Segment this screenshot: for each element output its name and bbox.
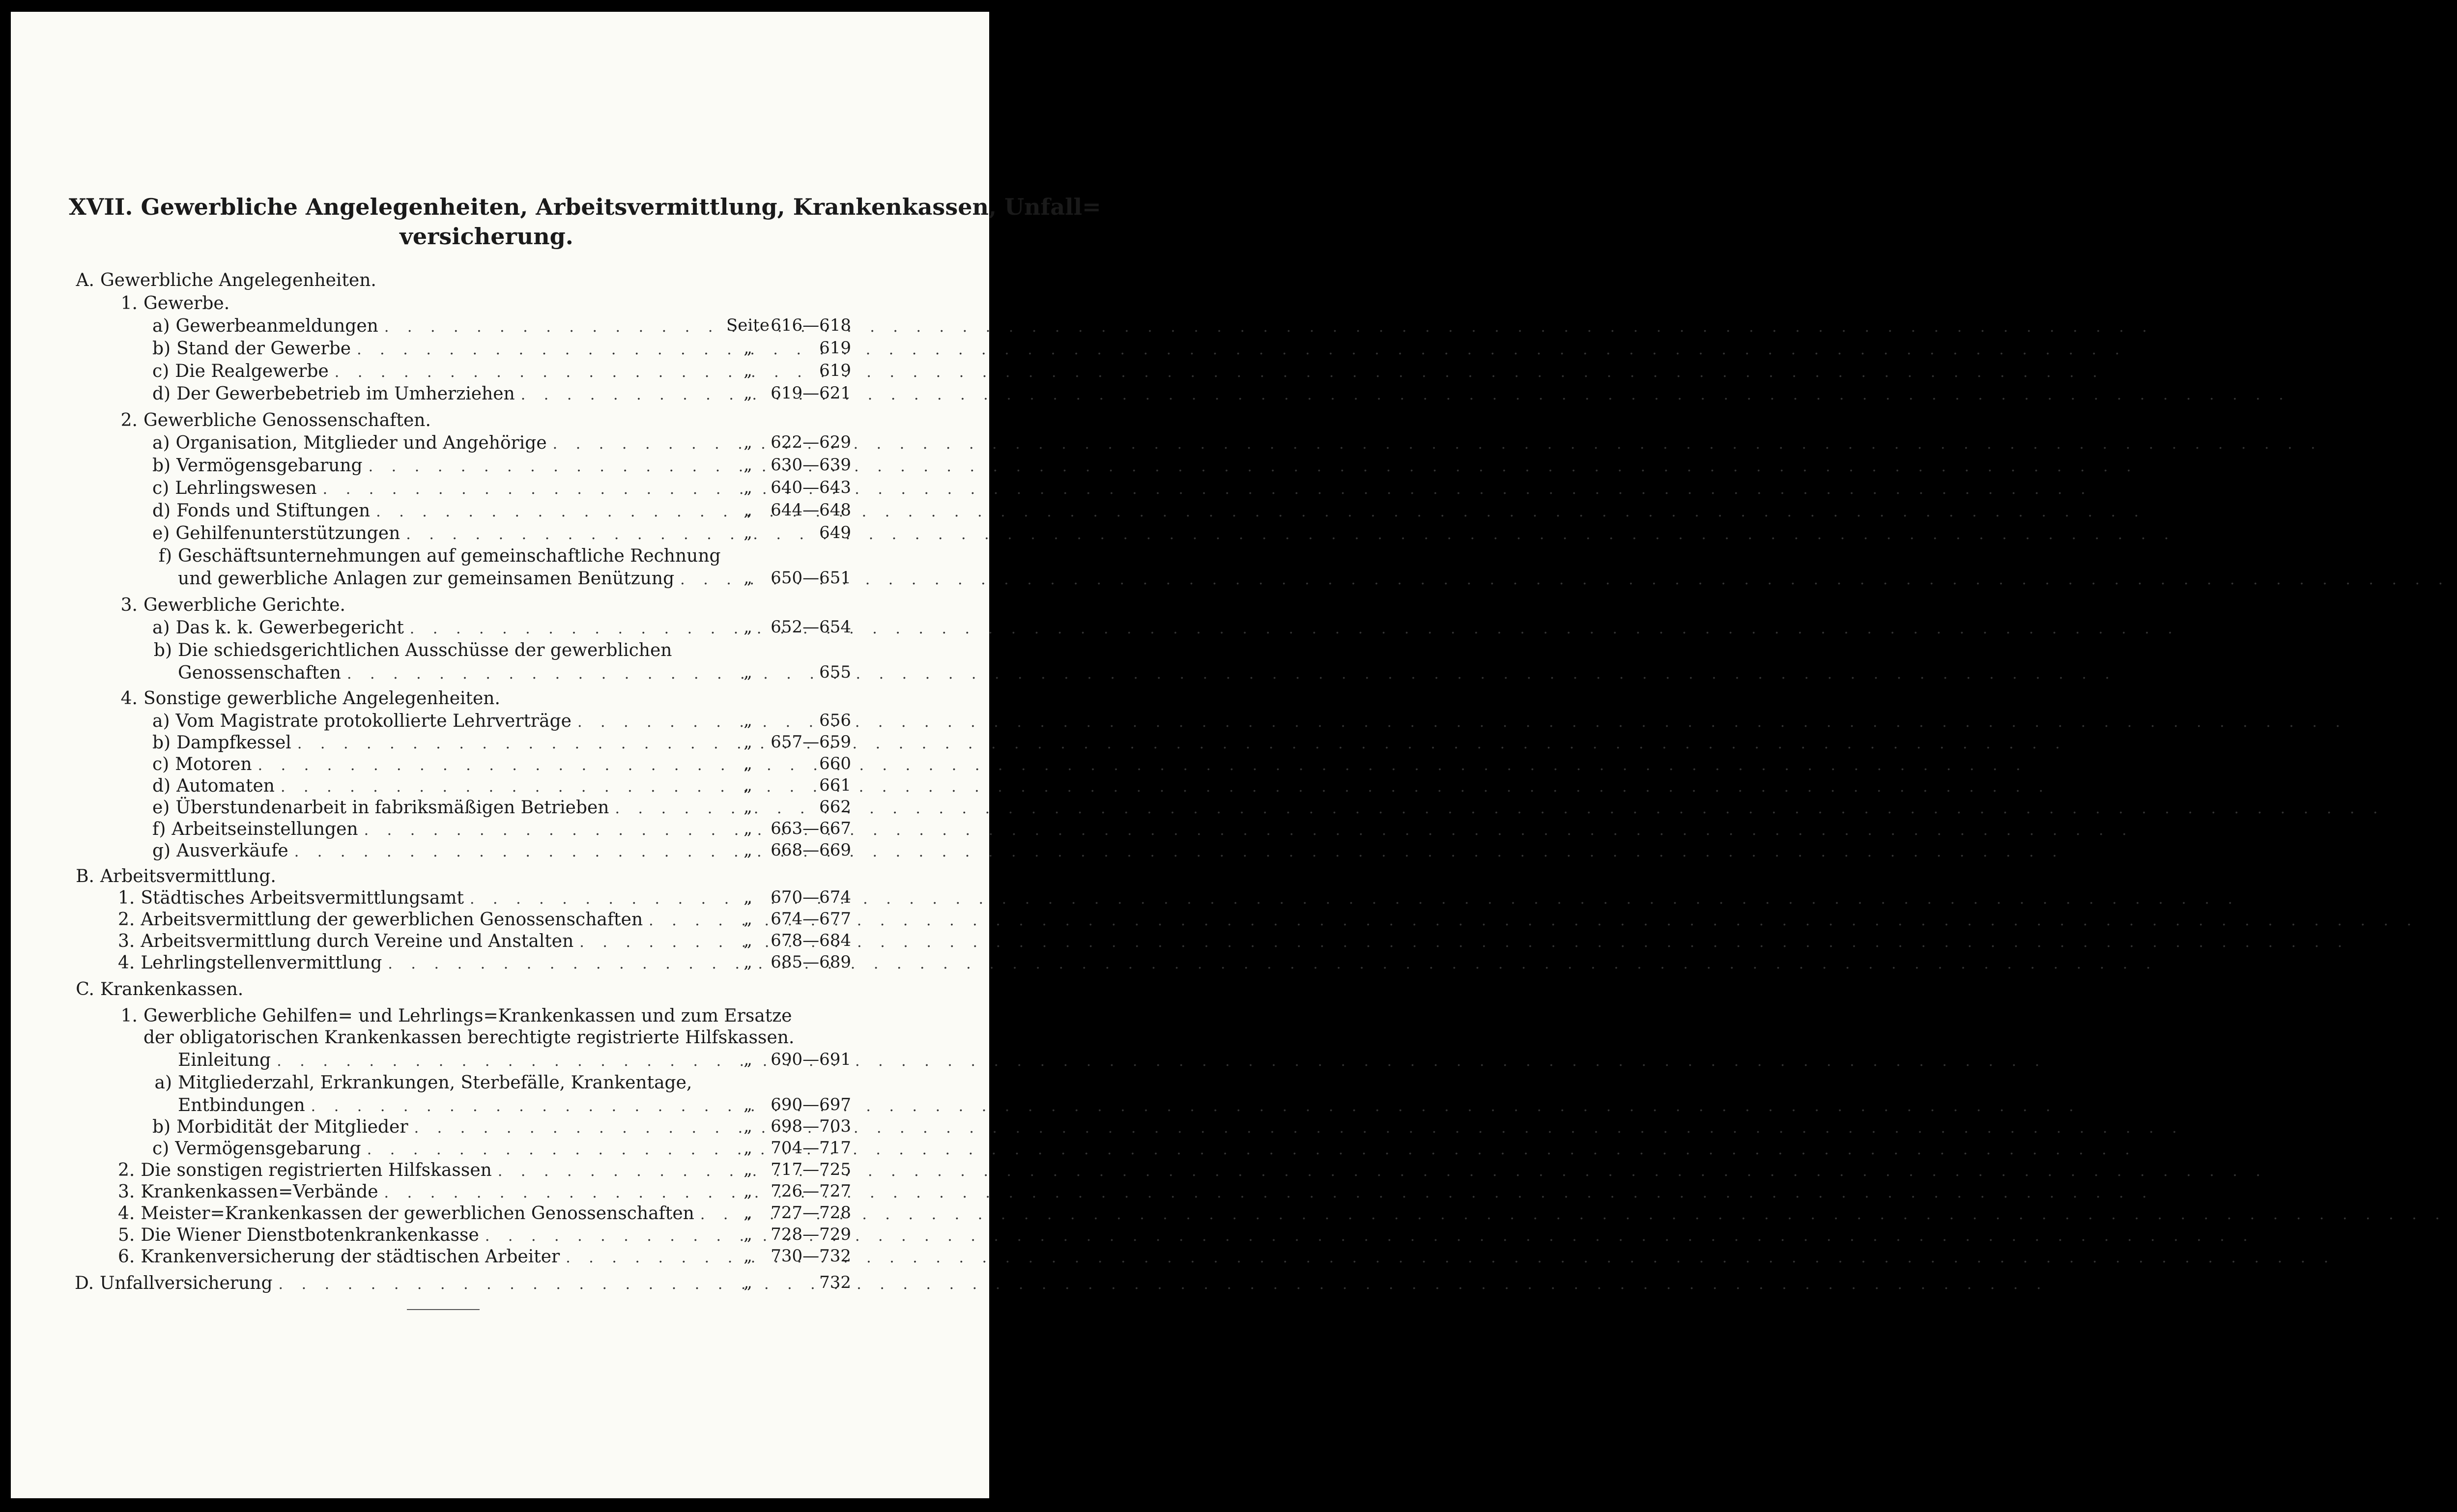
toc-item-a1a: a) Gewerbeanmeldungen . . .: [152, 315, 717, 337]
toc-item-a2f: f) Geschäftsunternehmungen auf gemeinschaftliche Rechnung: [158, 546, 721, 566]
toc-item-a4e: e) Überstundenarbeit in fabriksmäßigen Betrieben . . .: [152, 797, 717, 819]
toc-item-a4: 4. Sonstige gewerbliche Angelegenheiten.: [120, 688, 500, 709]
toc-item-a1d: d) Der Gewerbebetrieb im Umherziehen . . .: [152, 383, 717, 405]
page-range: 670—674: [771, 887, 851, 907]
ditto-mark: „: [743, 662, 752, 682]
page-range: 690—691: [771, 1050, 851, 1069]
page-range: 678—684: [771, 931, 851, 950]
ditto-mark: „: [743, 952, 752, 972]
ditto-mark: „: [743, 1225, 752, 1244]
ditto-mark: „: [743, 797, 752, 817]
toc-item-a3a: a) Das k. k. Gewerbegericht . . .: [152, 617, 717, 639]
ditto-mark: „: [743, 754, 752, 773]
page-range: 619—621: [771, 383, 851, 403]
chapter-heading-line2: versicherung.: [400, 223, 573, 250]
ditto-mark: „: [743, 909, 752, 929]
page-range: 727—728: [771, 1203, 851, 1223]
toc-item-a2f-cont: und gewerbliche Anlagen zur gemeinsamen Benützung . . .: [178, 568, 717, 590]
toc-item-a1: 1. Gewerbe.: [120, 293, 230, 314]
page-range: 717—725: [771, 1160, 851, 1179]
page-range: 690—697: [771, 1095, 851, 1114]
toc-item-c1-intro: Einleitung . . .: [178, 1050, 717, 1071]
page-range: 655: [819, 662, 851, 682]
ditto-mark: „: [743, 455, 752, 475]
toc-item-a4a: a) Vom Magistrate protokollierte Lehrverträge . . .: [152, 711, 717, 732]
page-range: 732: [819, 1273, 851, 1292]
toc-item-a1c: c) Die Realgewerbe . . .: [152, 361, 717, 382]
page-range: 622—629: [771, 432, 851, 452]
page-range: 657—659: [771, 732, 851, 752]
toc-item-a4g: g) Ausverkäufe . . .: [152, 840, 717, 862]
toc-item-b1: 1. Städtisches Arbeitsvermittlungsamt . . .: [118, 887, 717, 909]
ditto-mark: „: [743, 931, 752, 950]
toc-item-c4: 4. Meister=Krankenkassen der gewerblichen Genossenschaften . . .: [118, 1203, 717, 1225]
ditto-mark: „: [743, 617, 752, 637]
page-range: 698—703: [771, 1116, 851, 1136]
ditto-mark: „: [743, 1246, 752, 1266]
ditto-mark: „: [743, 887, 752, 907]
toc-item-a4b: b) Dampfkessel . . .: [152, 732, 717, 754]
page-range: 619: [819, 361, 851, 380]
page-range: 640—643: [771, 478, 851, 497]
document-page: [11, 12, 1101, 1498]
page-range: 730—732: [771, 1246, 851, 1266]
toc-section-c: C. Krankenkassen.: [76, 979, 244, 999]
toc-item-a2b: b) Vermögensgebarung . . .: [152, 455, 717, 477]
toc-item-c1b: b) Morbidität der Mitglieder . . .: [152, 1116, 717, 1138]
page-range: 630—639: [771, 455, 851, 475]
ditto-mark: „: [743, 361, 752, 380]
toc-item-a3b-cont: Genossenschaften . . .: [178, 662, 717, 684]
ditto-mark: „: [743, 819, 752, 838]
page-range: 668—669: [771, 840, 851, 860]
ditto-mark: „: [743, 383, 752, 403]
page-range: 656: [819, 711, 851, 730]
page-range: 728—729: [771, 1225, 851, 1244]
toc-item-b2: 2. Arbeitsvermittlung der gewerblichen Genossenschaften . . .: [118, 909, 717, 931]
toc-item-c1: 1. Gewerbliche Gehilfen= und Lehrlings=Krankenkassen und zum Ersatze: [120, 1006, 792, 1026]
seite-label: Seite: [726, 315, 770, 335]
ditto-mark: „: [743, 711, 752, 730]
page-range: 726—727: [771, 1181, 851, 1201]
page-range: 685—689: [771, 952, 851, 972]
toc-item-a1b: b) Stand der Gewerbe . . .: [152, 338, 717, 360]
ditto-mark: „: [743, 1181, 752, 1201]
toc-item-a4c: c) Motoren . . .: [152, 754, 717, 775]
toc-item-a2: 2. Gewerbliche Genossenschaften.: [120, 410, 431, 430]
ditto-mark: „: [743, 1095, 752, 1114]
page-range: 652—654: [771, 617, 851, 637]
page-range: 660: [819, 754, 851, 773]
ditto-mark: „: [743, 523, 752, 542]
page-range: 663—667: [771, 819, 851, 838]
toc-item-c2: 2. Die sonstigen registrierten Hilfskassen . . .: [118, 1160, 717, 1181]
ditto-mark: „: [743, 1273, 752, 1292]
toc-item-c1a-cont: Entbindungen . . .: [178, 1095, 717, 1116]
ditto-mark: „: [743, 568, 752, 588]
toc-item-a2d: d) Fonds und Stiftungen . . .: [152, 500, 717, 522]
toc-item-c1-cont: der obligatorischen Krankenkassen berechtigte registrierte Hilfskassen.: [143, 1027, 795, 1048]
ditto-mark: „: [743, 338, 752, 358]
toc-item-a4f: f) Arbeitseinstellungen . . .: [152, 819, 717, 840]
toc-item-a2c: c) Lehrlingswesen . . .: [152, 478, 717, 499]
page-range: 661: [819, 775, 851, 795]
ditto-mark: „: [743, 1050, 752, 1069]
toc-item-a3b: b) Die schiedsgerichtlichen Ausschüsse der gewerblichen: [153, 640, 672, 660]
ditto-mark: „: [743, 1160, 752, 1179]
ditto-mark: „: [743, 432, 752, 452]
page-range: 674—677: [771, 909, 851, 929]
toc-item-c5: 5. Die Wiener Dienstbotenkrankenkasse . . .: [118, 1225, 717, 1246]
ditto-mark: „: [743, 500, 752, 520]
closing-rule: [407, 1309, 480, 1310]
ditto-mark: „: [743, 1116, 752, 1136]
toc-item-a3: 3. Gewerbliche Gerichte.: [120, 595, 345, 615]
ditto-mark: „: [743, 775, 752, 795]
toc-item-a4d: d) Automaten . . .: [152, 775, 717, 797]
table-of-contents: [11, 12, 1101, 1498]
toc-item-b4: 4. Lehrlingstellenvermittlung . . .: [118, 952, 717, 974]
page-range: 644—648: [771, 500, 851, 520]
page-range: 704—717: [771, 1138, 851, 1158]
ditto-mark: „: [743, 478, 752, 497]
page-range: 662: [819, 797, 851, 817]
toc-item-c6: 6. Krankenversicherung der städtischen Arbeiter . . .: [118, 1246, 717, 1268]
page-range: 616—618: [771, 315, 851, 335]
ditto-mark: „: [743, 1203, 752, 1223]
toc-item-b3: 3. Arbeitsvermittlung durch Vereine und Anstalten . . .: [118, 931, 717, 952]
ditto-mark: „: [743, 732, 752, 752]
ditto-mark: „: [743, 1138, 752, 1158]
ditto-mark: „: [743, 840, 752, 860]
chapter-heading-line1: XVII. Gewerbliche Angelegenheiten, Arbeitsvermittlung, Krankenkassen, Unfall=: [69, 194, 1101, 220]
page-range: 619: [819, 338, 851, 358]
toc-item-c1c: c) Vermögensgebarung . . .: [152, 1138, 717, 1160]
toc-item-a2e: e) Gehilfenunterstützungen . . .: [152, 523, 717, 544]
toc-section-d: D. Unfallversicherung . . .: [75, 1273, 717, 1294]
toc-item-c3: 3. Krankenkassen=Verbände . . .: [118, 1181, 717, 1203]
toc-item-c1a: a) Mitgliederzahl, Erkrankungen, Sterbefälle, Krankentage,: [154, 1073, 692, 1093]
toc-section-b: B. Arbeitsvermittlung.: [76, 866, 276, 886]
toc-item-a2a: a) Organisation, Mitglieder und Angehörige . . .: [152, 432, 717, 454]
toc-section-a: A. Gewerbliche Angelegenheiten.: [76, 270, 376, 290]
page-range: 650—651: [771, 568, 851, 588]
page-range: 649: [819, 523, 851, 542]
